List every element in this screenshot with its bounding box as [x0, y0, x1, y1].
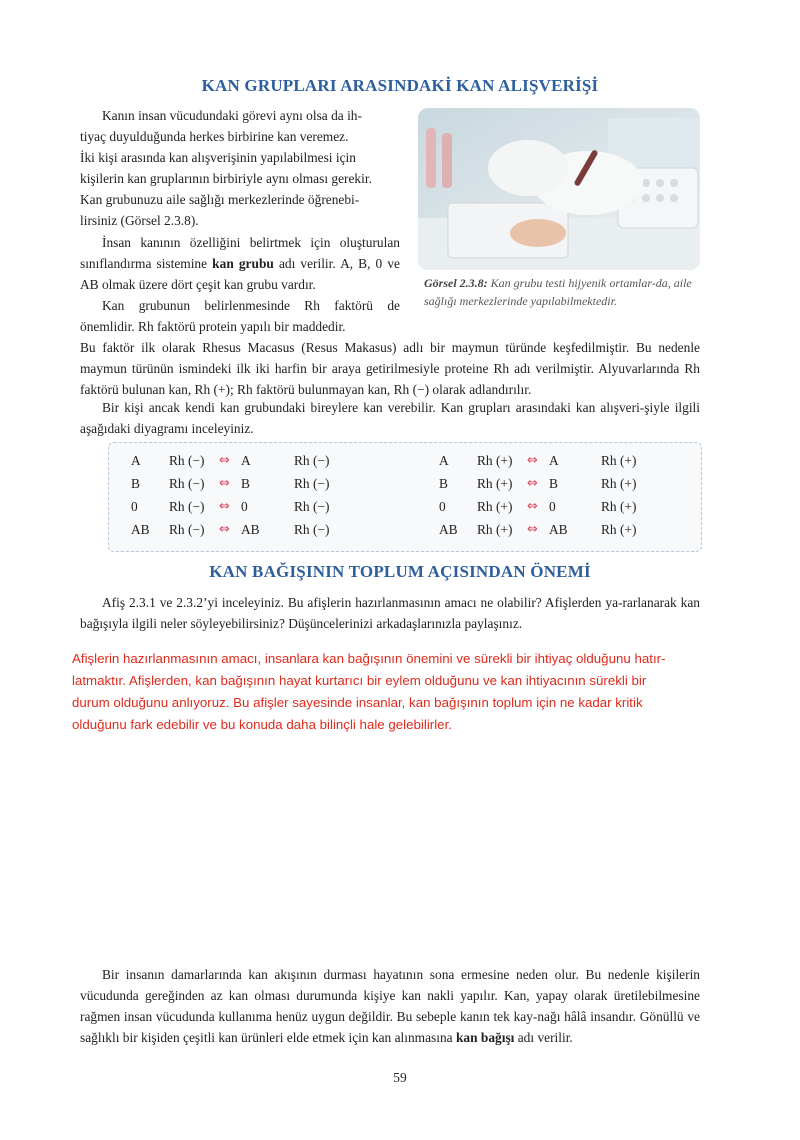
answer-line: latmaktır. Afişlerden, kan bağışının hayat kurtarıcı bir eylem olduğunu ve kan ihtiyacının sürekli bir: [72, 673, 647, 688]
section-title-blood-exchange: KAN GRUPLARI ARASINDAKİ KAN ALIŞVERİŞİ: [201, 76, 599, 95]
intro-line: lirsiniz (Görsel 2.3.8).: [80, 213, 199, 228]
poster-question-paragraph: Afiş 2.3.1 ve 2.3.2’yi inceleyiniz. Bu afişlerin hazırlanmasının amacı ne olabilir? Afişlerden ya-rarlanarak kan bağışıyla ilgili neler söyleyebilirsiniz? Düşüncelerinizi arkadaşlarınızla paylaşınız.: [80, 595, 700, 631]
exchange-arrow-icon: ⇔: [527, 522, 538, 537]
answer-line: durum olduğunu anlıyoruz. Bu afişler sayesinde insanlar, kan bağışının toplum için ne kadar kritik: [72, 695, 643, 710]
intro-line: Kan grubunuzu aile sağlığı merkezlerinde öğrenebi-: [80, 192, 360, 207]
intro-line: İki kişi arasında kan alışverişinin yapılabilmesi için: [80, 150, 356, 165]
term-kan-grubu: kan grubu: [212, 256, 274, 271]
term-kan-bagisi: kan bağışı: [455, 1030, 515, 1045]
diagram-row: B Rh (−) ⇔ B Rh (−) B Rh (+) ⇔ B Rh (+): [131, 476, 637, 491]
caption-text: Kan grubu testi hijyenik ortamlar-da, aile sağlığı merkezlerinde yapılabilmektedir.: [424, 276, 692, 308]
diagram-intro-paragraph: Bir kişi ancak kendi kan grubundaki bireylere kan verebilir. Kan grupları arasındaki kan alışveri-şiyle ilgili aşağıdaki diyagramı inceleyiniz.: [80, 400, 700, 436]
section-title-donation-importance: KAN BAĞIŞININ TOPLUM AÇISINDAN ÖNEMİ: [209, 562, 591, 581]
blood-exchange-diagram: [108, 442, 702, 552]
intro-line: kişilerin kan gruplarının birbiriyle aynı olması gerekir.: [80, 171, 372, 186]
intro-line: Kanın insan vücudundaki görevi aynı olsa da ih-: [102, 108, 362, 123]
blood-test-illustration: [418, 108, 700, 270]
intro-line: tiyaç duyulduğunda herkes birbirine kan veremez.: [80, 129, 349, 144]
blood-test-photo: [418, 108, 700, 270]
diagram-row: 0 Rh (−) ⇔ 0 Rh (−) 0 Rh (+) ⇔ 0 Rh (+): [131, 499, 637, 514]
exchange-arrow-icon: ⇔: [527, 453, 538, 468]
rh-paragraph-start: Kan grubunun belirlenmesinde Rh faktörü de önemlidir. Rh faktörü protein yapılı bir maddedir.: [80, 298, 400, 334]
exchange-arrow-icon: ⇔: [219, 499, 230, 514]
diagram-row: AB Rh (−) ⇔ AB Rh (−) AB Rh (+) ⇔ AB Rh (+): [131, 522, 637, 537]
blood-group-paragraph: İnsan kanının özelliğini belirtmek için oluşturulan sınıflandırma sistemine kan grubu adı verilir. A, B, 0 ve AB olmak üzere dört çeşit kan grubu vardır.: [80, 235, 400, 292]
caption-label: Görsel 2.3.8:: [424, 276, 488, 290]
exchange-arrow-icon: ⇔: [527, 476, 538, 491]
photo-caption: [424, 274, 704, 310]
page-number: 59: [393, 1070, 407, 1085]
rh-paragraph-continued: Bu faktör ilk olarak Rhesus Macasus (Resus Makasus) adlı bir maymun türünde keşfedilmiştir. Bu nedenle maymun türünün ismindeki ilk iki harfin bir araya getirilmesiyle proteine Rh adı verilmiştir. Alyuvarlarında Rh faktörü bulunan kan, Rh (+); Rh faktörü bulunmayan kan, Rh (−) olarak adlandırılır.: [80, 340, 700, 397]
exchange-arrow-icon: ⇔: [527, 499, 538, 514]
diagram-row: A Rh (−) ⇔ A Rh (−) A Rh (+) ⇔ A Rh (+): [131, 453, 637, 468]
exchange-arrow-icon: ⇔: [219, 522, 230, 537]
handwritten-answer: [72, 648, 732, 736]
answer-line: Afişlerin hazırlanmasının amacı, insanlara kan bağışının önemini ve sürekli bir ihtiyaç olduğunu hatır-: [72, 651, 666, 666]
exchange-arrow-icon: ⇔: [219, 476, 230, 491]
intro-paragraph: [80, 105, 400, 231]
answer-line: olduğunu fark edebilir ve bu konuda daha bilinçli hale gelebilirler.: [72, 717, 452, 732]
exchange-arrow-icon: ⇔: [219, 453, 230, 468]
blood-donation-definition-paragraph: Bir insanın damarlarında kan akışının durması hayatının sona ermesine neden olur. Bu nedenle kişilerin vücudunda gereğinden az kan olması durumunda kişiye kan nakli yapılır. Kan, yapay olarak üretilebilmesine rağmen insan vücudunda kullanıma henüz uygun değildir. Bu sebeple kanın tek kay-nağı hâlâ insandır. Gönüllü ve sağlıklı bir kişiden çeşitli kan ürünleri elde etmek için kan alınmasına kan bağışı adı verilir.: [80, 967, 700, 1045]
